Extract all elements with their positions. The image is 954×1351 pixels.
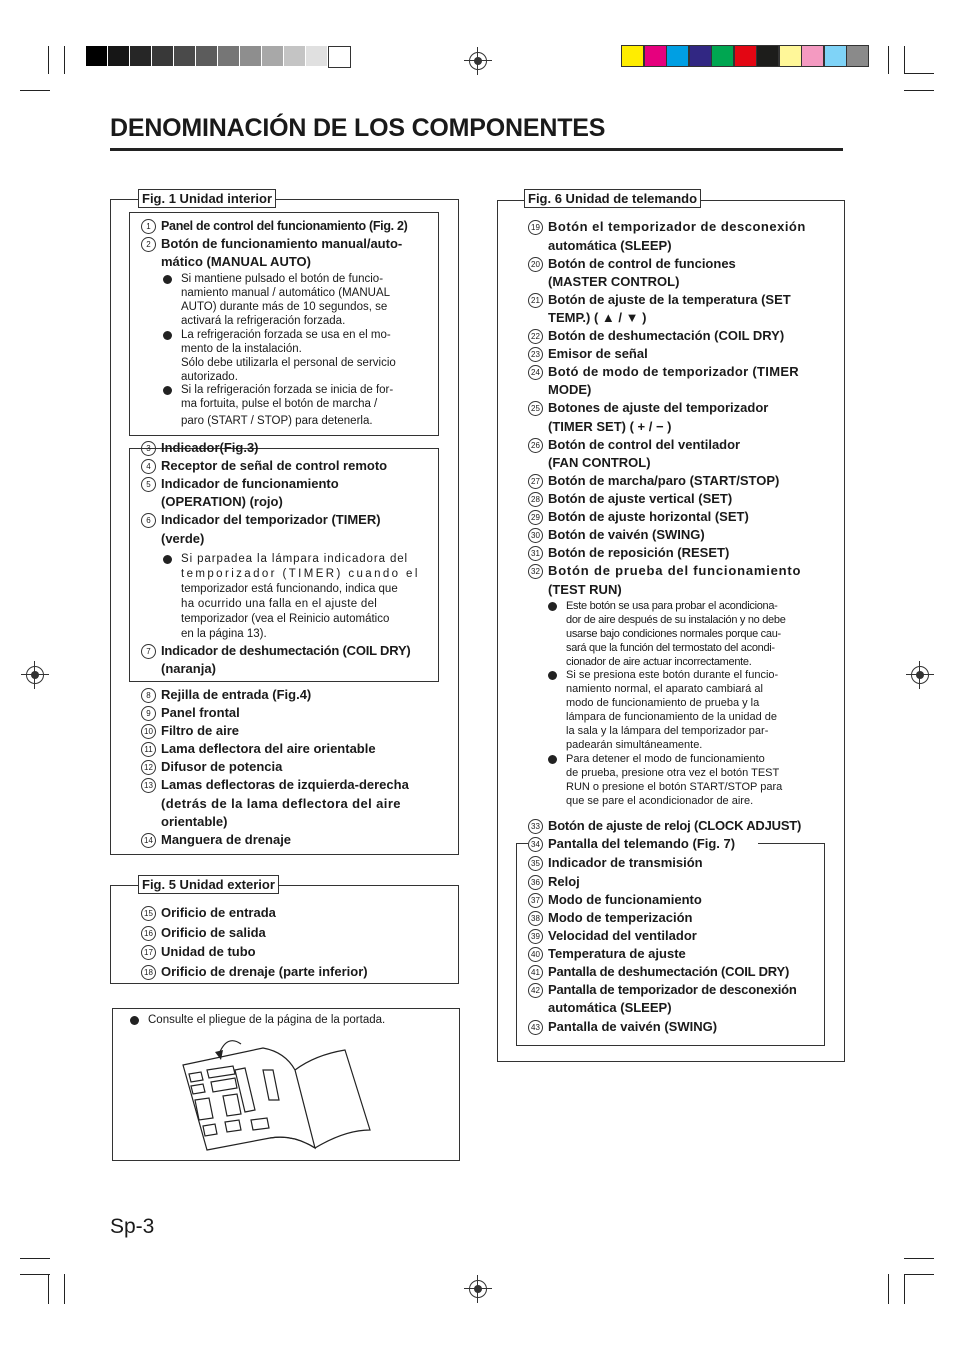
gray-swatch xyxy=(306,46,327,66)
color-swatch xyxy=(802,46,823,66)
registration-mark-right xyxy=(911,666,929,684)
color-swatch xyxy=(712,46,733,66)
fig6-label: Fig. 6 Unidad de telemando xyxy=(524,189,701,208)
item-34: 34 Pantalla del telemando (Fig. 7) xyxy=(528,835,758,853)
gray-swatch xyxy=(174,46,195,66)
color-swatch xyxy=(667,46,688,66)
fig1-label: Fig. 1 Unidad interior xyxy=(138,189,276,208)
color-swatch xyxy=(825,46,846,66)
color-swatch xyxy=(735,46,756,66)
title-rule xyxy=(110,148,843,151)
gray-swatch xyxy=(218,46,239,66)
color-swatch xyxy=(780,46,801,66)
gray-swatch xyxy=(262,46,283,66)
registration-mark-left xyxy=(26,666,44,684)
booklet-illustration xyxy=(175,1030,380,1155)
color-swatch xyxy=(622,46,643,66)
color-swatch xyxy=(690,46,711,66)
color-swatch xyxy=(847,46,868,66)
page-number: Sp-3 xyxy=(110,1215,155,1238)
gray-swatch xyxy=(152,46,173,66)
gray-swatch xyxy=(108,46,129,66)
gray-swatch xyxy=(130,46,151,66)
registration-mark-bottom xyxy=(469,1280,487,1298)
color-swatch xyxy=(757,46,778,66)
color-swatch xyxy=(645,46,666,66)
registration-mark-top xyxy=(469,52,487,70)
fig5-label: Fig. 5 Unidad exterior xyxy=(138,875,279,894)
gray-swatch xyxy=(284,46,305,66)
gray-swatch xyxy=(86,46,107,66)
gray-swatch xyxy=(328,46,351,68)
gray-swatch xyxy=(240,46,261,66)
gray-swatch xyxy=(196,46,217,66)
page-title: DENOMINACIÓN DE LOS COMPONENTES xyxy=(110,114,606,142)
